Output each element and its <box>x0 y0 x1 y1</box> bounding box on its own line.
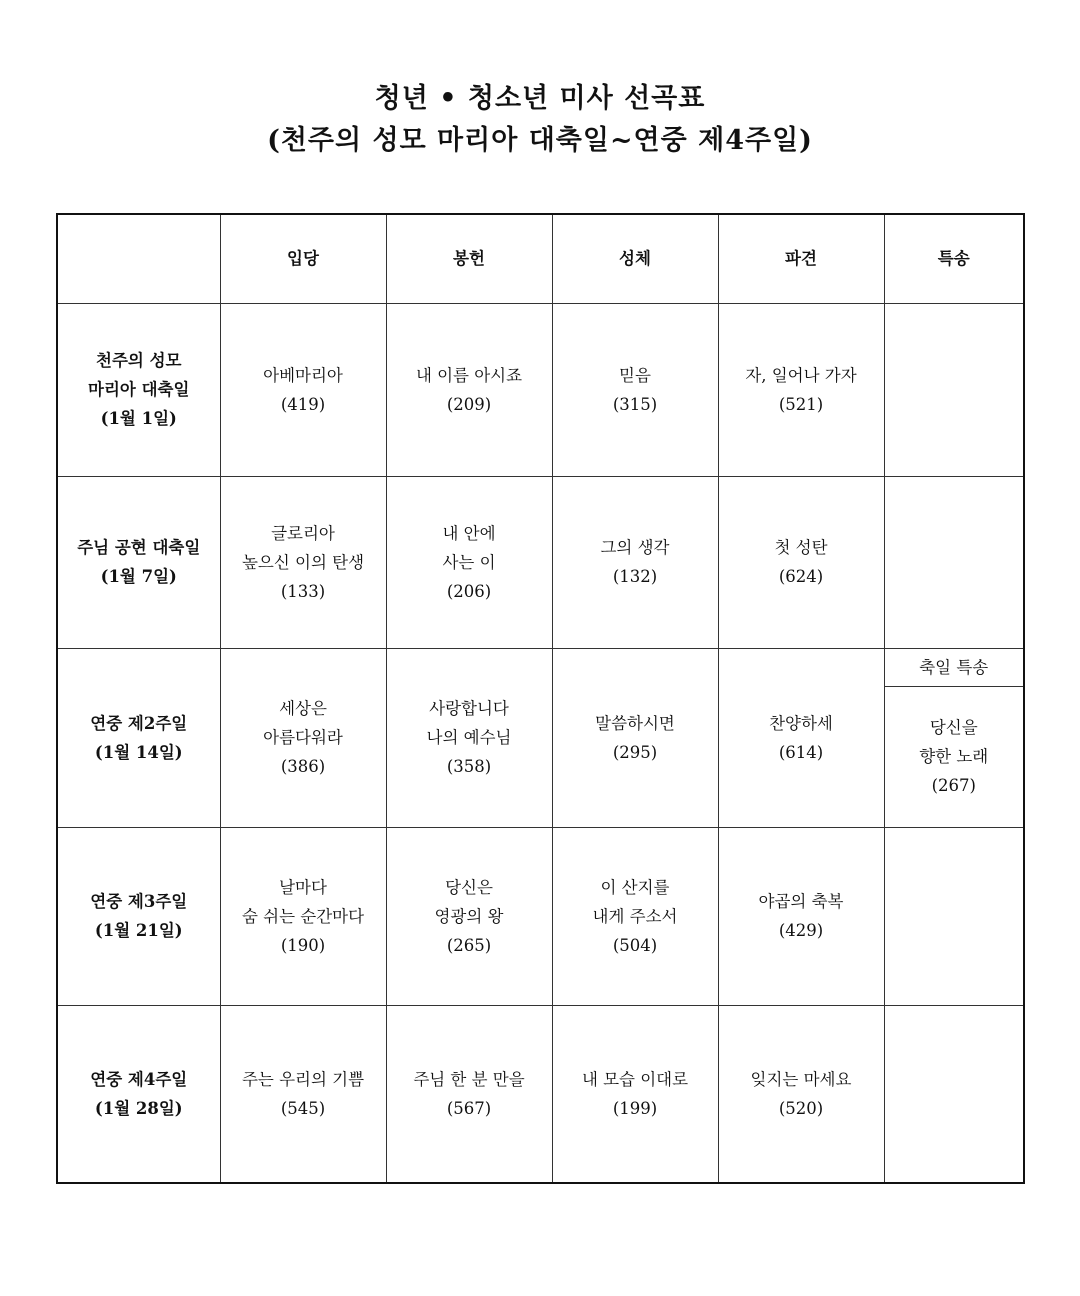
page-subtitle: (천주의 성모 마리아 대축일~연중 제4주일) <box>267 125 813 156</box>
row-label: 천주의 성모 마리아 대축일 (1월 1일) <box>57 303 220 476</box>
row-label: 연중 제2주일 (1월 14일) <box>57 648 220 827</box>
header-cell-recessional: 파견 <box>718 214 884 303</box>
table-row <box>57 1005 1024 1183</box>
offertory-song-cell: 주님 한 분 만을 (567) <box>386 1005 552 1183</box>
special-song-cell <box>884 827 1024 1005</box>
entrance-song-cell: 날마다 숨 쉬는 순간마다 (190) <box>220 827 386 1005</box>
header-cell-communion: 성체 <box>552 214 718 303</box>
row-label: 주님 공현 대축일 (1월 7일) <box>57 476 220 648</box>
header-cell-special: 특송 <box>884 214 1024 303</box>
entrance-song-cell: 글로리아 높으신 이의 탄생 (133) <box>220 476 386 648</box>
recessional-song-cell: 찬양하세 (614) <box>718 648 884 827</box>
communion-song-cell: 내 모습 이대로 (199) <box>552 1005 718 1183</box>
special-song-cell <box>884 476 1024 648</box>
row-label: 연중 제3주일 (1월 21일) <box>57 827 220 1005</box>
entrance-song-cell: 아베마리아 (419) <box>220 303 386 476</box>
header-cell-empty <box>57 214 220 303</box>
communion-song-cell: 말씀하시면 (295) <box>552 648 718 827</box>
page-title: 청년 • 청소년 미사 선곡표 <box>374 83 706 114</box>
header-cell-entrance: 입당 <box>220 214 386 303</box>
offertory-song-cell: 사랑합니다 나의 예수님 (358) <box>386 648 552 827</box>
table-row <box>57 303 1024 476</box>
special-subheader: 축일 특송 <box>884 648 1024 686</box>
communion-song-cell: 믿음 (315) <box>552 303 718 476</box>
header-cell-offertory: 봉헌 <box>386 214 552 303</box>
communion-song-cell: 그의 생각 (132) <box>552 476 718 648</box>
entrance-song-cell: 주는 우리의 기쁨 (545) <box>220 1005 386 1183</box>
recessional-song-cell: 야곱의 축복 (429) <box>718 827 884 1005</box>
header-row <box>57 214 1024 303</box>
offertory-song-cell: 내 안에 사는 이 (206) <box>386 476 552 648</box>
recessional-song-cell: 자, 일어나 가자 (521) <box>718 303 884 476</box>
special-song-cell <box>884 303 1024 476</box>
row-label: 연중 제4주일 (1월 28일) <box>57 1005 220 1183</box>
recessional-song-cell: 첫 성탄 (624) <box>718 476 884 648</box>
table-row <box>57 648 1024 686</box>
song-selection-table <box>56 213 1025 1184</box>
special-song-cell <box>884 1005 1024 1183</box>
entrance-song-cell: 세상은 아름다워라 (386) <box>220 648 386 827</box>
offertory-song-cell: 당신은 영광의 왕 (265) <box>386 827 552 1005</box>
recessional-song-cell: 잊지는 마세요 (520) <box>718 1005 884 1183</box>
table-row <box>57 476 1024 648</box>
offertory-song-cell: 내 이름 아시죠 (209) <box>386 303 552 476</box>
special-song-cell: 당신을 향한 노래 (267) <box>884 686 1024 827</box>
communion-song-cell: 이 산지를 내게 주소서 (504) <box>552 827 718 1005</box>
table-row <box>57 827 1024 1005</box>
